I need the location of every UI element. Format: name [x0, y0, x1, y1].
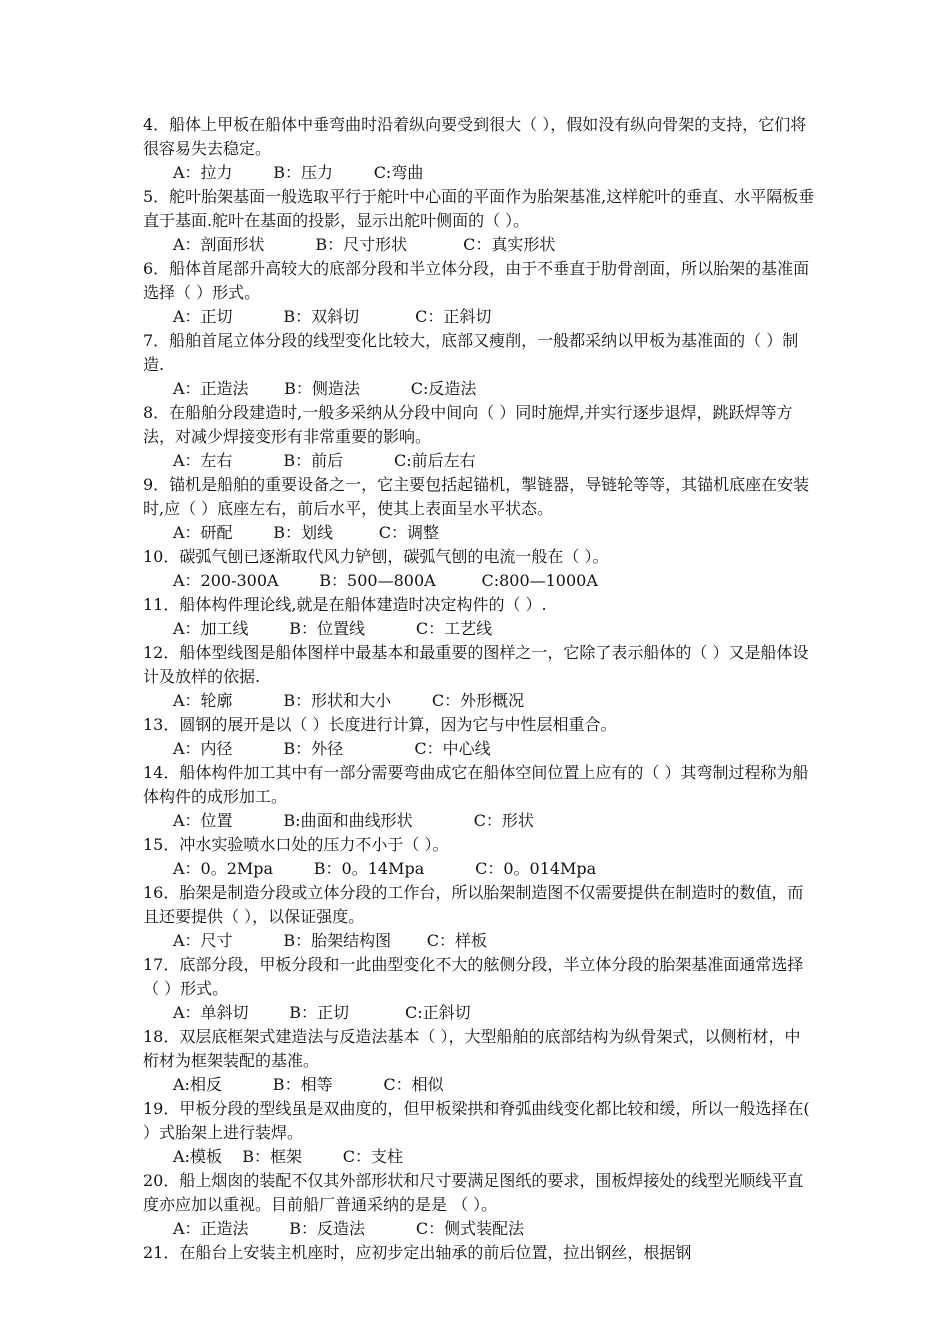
question-9	[143, 473, 815, 545]
question-text: 18．双层底框架式建造法与反造法基本（ ），大型船舶的底部结构为纵骨架式，以侧桁材，中桁材为框架装配的基准。	[143, 1027, 801, 1070]
question-options: A：200-300A B：500—800A C:800—1000A	[173, 571, 598, 590]
question-text: 19．甲板分段的型线虽是双曲度的，但甲板梁拱和脊弧曲线变化都比较和缓，所以一般选择在( ）式胎架上进行装焊。	[143, 1099, 810, 1142]
question-text: 5．舵叶胎架基面一般选取平行于舵叶中心面的平面作为胎架基准,这样舵叶的垂直、水平隔板垂直于基面.舵叶在基面的投影，显示出舵叶侧面的（ ）。	[143, 187, 815, 230]
question-options: A：轮廓 B：形状和大小 C：外形概况	[173, 691, 525, 710]
question-7	[143, 329, 815, 401]
question-text: 14．船体构件加工其中有一部分需要弯曲成它在船体空间位置上应有的（ ）其弯制过程称为船体构件的成形加工。	[143, 763, 809, 806]
question-text: 7．船舶首尾立体分段的线型变化比较大，底部又瘦削，一般都采纳以甲板为基准面的（ ）制造.	[143, 331, 799, 374]
question-16	[143, 881, 815, 953]
question-options: A:相反 B：相等 C：相似	[173, 1075, 444, 1094]
question-13	[143, 713, 815, 761]
question-text: 17．底部分段，甲板分段和一此曲型变化不大的舷侧分段，半立体分段的胎架基准面通常选择（ ）形式。	[143, 955, 804, 998]
question-options: A:模板 B：框架 C：支柱	[173, 1147, 403, 1166]
question-list	[143, 113, 815, 1265]
question-6	[143, 257, 815, 329]
question-options: A：位置 B:曲面和曲线形状 C：形状	[173, 811, 534, 830]
question-text: 15．冲水实验喷水口处的压力不小于（ ）。	[143, 835, 449, 854]
question-15	[143, 833, 815, 881]
question-text: 21．在船台上安装主机座时，应初步定出轴承的前后位置，拉出钢丝，根据钢	[143, 1243, 692, 1262]
question-text: 11．船体构件理论线,就是在船体建造时决定构件的（ ）.	[143, 595, 547, 614]
question-options: A：正造法 B：反造法 C：侧式装配法	[173, 1219, 525, 1238]
question-text: 10．碳弧气刨已逐渐取代风力铲刨，碳弧气刨的电流一般在（ ）。	[143, 547, 609, 566]
question-11	[143, 593, 815, 641]
question-options: A：研配 B：划线 C：调整	[173, 523, 440, 542]
question-options: A：拉力 B：压力 C:弯曲	[173, 163, 424, 182]
question-options: A：内径 B：外径 C：中心线	[173, 739, 491, 758]
question-text: 20．船上烟囱的装配不仅其外部形状和尺寸要满足图纸的要求，围板焊接处的线型光顺线平直度亦应加以重视。目前船厂普通采纳的是是 （ ）。	[143, 1171, 804, 1214]
question-text: 8．在船舶分段建造时,一般多采纳从分段中间向（ ）同时施焊,并实行逐步退焊，跳跃焊等方法，对减少焊接变形有非常重要的影响。	[143, 403, 793, 446]
question-options: A：加工线 B：位置线 C：工艺线	[173, 619, 493, 638]
question-options: A：剖面形状 B：尺寸形状 C：真实形状	[173, 235, 556, 254]
question-options: A：0。2Mpa B：0。14Mpa C：0。014Mpa	[173, 859, 597, 878]
question-text: 16．胎架是制造分段或立体分段的工作台，所以胎架制造图不仅需要提供在制造时的数值，而且还要提供（ ），以保证强度。	[143, 883, 804, 926]
question-12	[143, 641, 815, 713]
question-options: A：单斜切 B：正切 C:正斜切	[173, 1003, 471, 1022]
question-20	[143, 1169, 815, 1241]
question-10	[143, 545, 815, 593]
question-text: 6．船体首尾部升高较大的底部分段和半立体分段，由于不垂直于肋骨剖面，所以胎架的基准面选择（ ）形式。	[143, 259, 810, 302]
question-options: A：正切 B：双斜切 C：正斜切	[173, 307, 492, 326]
question-17	[143, 953, 815, 1025]
question-text: 4．船体上甲板在船体中垂弯曲时沿着纵向要受到很大（ ），假如没有纵向骨架的支持，它们将很容易失去稳定。	[143, 115, 807, 158]
question-19	[143, 1097, 815, 1169]
question-4	[143, 113, 815, 185]
question-18	[143, 1025, 815, 1097]
question-options: A：左右 B：前后 C:前后左右	[173, 451, 476, 470]
question-options: A：尺寸 B：胎架结构图 C：样板	[173, 931, 488, 950]
question-options: A：正造法 B：侧造法 C:反造法	[173, 379, 477, 398]
question-text: 12．船体型线图是船体图样中最基本和最重要的图样之一，它除了表示船体的（ ）又是船体设计及放样的依据.	[143, 643, 809, 686]
question-text: 9．锚机是船舶的重要设备之一，它主要包括起锚机，掣链器，导链轮等等，其锚机底座在安装时,应（ ）底座左右，前后水平，使其上表面呈水平状态。	[143, 475, 810, 518]
question-8	[143, 401, 815, 473]
question-14	[143, 761, 815, 833]
question-text: 13．圆钢的展开是以（ ）长度进行计算，因为它与中性层相重合。	[143, 715, 617, 734]
question-21	[143, 1241, 815, 1265]
question-5	[143, 185, 815, 257]
